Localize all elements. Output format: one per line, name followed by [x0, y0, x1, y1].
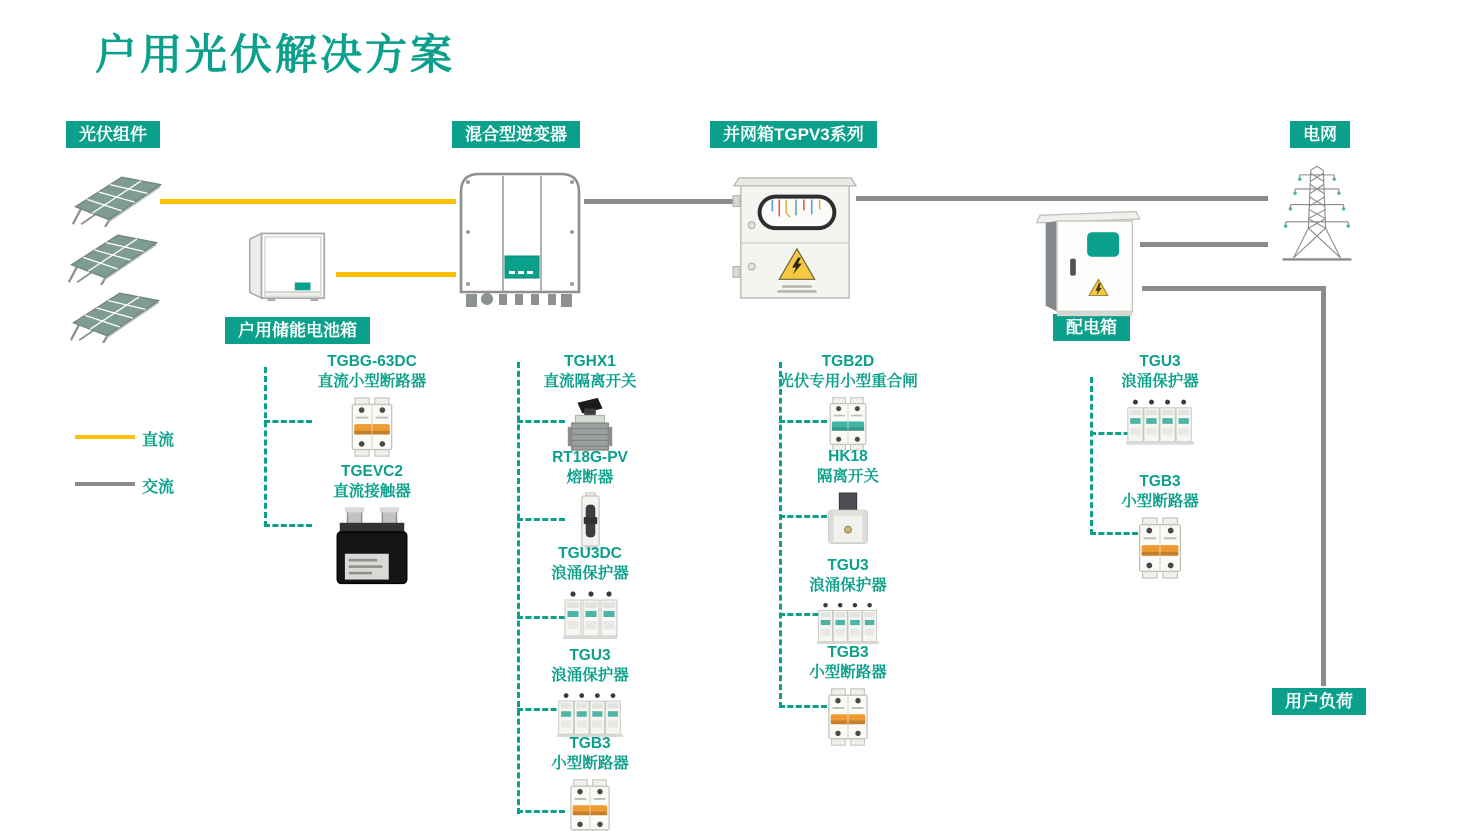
component-model: TGU3DC	[558, 545, 622, 562]
component-model: TGB3	[1139, 473, 1181, 490]
component-desc: 直流隔离开关	[543, 373, 637, 391]
page-title: 户用光伏解决方案	[95, 31, 456, 78]
component-item-tgu3	[748, 556, 948, 645]
component-model: TGHX1	[564, 353, 616, 370]
component-model: TGB2D	[821, 353, 875, 370]
battery-box-badge: 户用储能电池箱	[225, 317, 370, 344]
component-item-tgu3	[1060, 352, 1260, 446]
component-model: RT18G-PV	[552, 449, 628, 466]
ac-wire-distbox-to-grid	[1140, 242, 1268, 247]
grid-connection-box-badge: 并网箱TGPV3系列	[710, 121, 877, 148]
component-desc: 小型断路器	[1121, 493, 1199, 511]
spd3-icon	[490, 588, 690, 640]
component-desc: 小型断路器	[809, 664, 887, 682]
ac-wire-inverter-to-gridbox	[584, 199, 734, 204]
component-desc: 光伏专用小型重合闸	[778, 373, 918, 391]
component-item-tgu3dc	[490, 544, 690, 640]
battery-box-illustration	[234, 208, 336, 311]
component-desc: 熔断器	[566, 469, 614, 487]
dc-wire-pv-to-inverter	[160, 199, 456, 204]
pv-array-illustration	[64, 168, 174, 348]
pv-modules-badge: 光伏组件	[66, 121, 160, 148]
distribution-box-badge: 配电箱	[1053, 314, 1130, 341]
component-desc: 小型断路器	[551, 755, 629, 773]
knife-switch-icon	[748, 491, 948, 547]
battery-column-connector	[264, 367, 267, 527]
fuse-icon	[490, 492, 690, 550]
component-item-tgb3	[490, 734, 690, 831]
legend-ac-line	[75, 482, 135, 486]
component-model: TGU3	[827, 557, 869, 574]
component-model: TGEVC2	[340, 463, 403, 480]
solar-panel-icon	[64, 226, 164, 285]
component-model: TGB3	[569, 735, 611, 752]
component-item-tgb3	[1060, 472, 1260, 580]
user-load-badge: 用户负荷	[1272, 688, 1366, 715]
component-desc: 浪涌保护器	[1121, 373, 1199, 391]
component-desc: 直流接触器	[333, 483, 411, 501]
transmission-tower-illustration	[1281, 156, 1353, 277]
legend-ac-label: 交流	[142, 479, 175, 496]
component-model: HK18	[828, 448, 868, 465]
component-model: TGU3	[1139, 353, 1181, 370]
component-item-rt18gpv	[490, 448, 690, 550]
component-item-tghx1	[490, 352, 690, 452]
component-desc: 隔离开关	[816, 468, 879, 486]
ac-wire-gridbox-to-grid	[856, 196, 1268, 201]
component-model: TGBG-63DC	[327, 353, 417, 370]
component-desc: 浪涌保护器	[551, 667, 629, 685]
ac-wire-distbox-to-load-vertical	[1321, 286, 1326, 686]
dc-contactor-icon	[272, 506, 472, 586]
solar-panel-icon	[66, 284, 166, 343]
component-desc: 浪涌保护器	[809, 577, 887, 595]
legend-dc-label: 直流	[142, 432, 175, 449]
component-desc: 直流小型断路器	[317, 373, 427, 391]
mcb-icon	[748, 687, 948, 747]
mcb-icon	[1060, 516, 1260, 580]
component-model: TGU3	[569, 647, 611, 664]
legend-dc-line	[75, 435, 135, 439]
pv-recloser-icon	[748, 396, 948, 452]
spd4-icon	[490, 690, 690, 738]
solar-panel-icon	[68, 168, 168, 227]
component-item-tgb2d	[748, 352, 948, 452]
inverter-illustration	[453, 166, 587, 319]
component-model: TGB3	[827, 644, 869, 661]
component-item-tgb3	[748, 643, 948, 747]
component-item-tgu3	[490, 646, 690, 738]
dc-mcb-icon	[272, 396, 472, 458]
hybrid-inverter-badge: 混合型逆变器	[452, 121, 580, 148]
spd4-icon	[748, 600, 948, 645]
grid-connection-box-illustration	[731, 164, 859, 315]
ac-wire-distbox-to-load-horizontal	[1142, 286, 1326, 291]
dc-wire-battery-to-inverter	[336, 272, 456, 277]
component-item-hk18	[748, 447, 948, 547]
component-item-tgbg63dc	[272, 352, 472, 458]
component-item-tgevc2	[272, 462, 472, 586]
rotary-switch-icon	[490, 396, 690, 452]
spd4-icon	[1060, 396, 1260, 446]
grid-badge: 电网	[1290, 121, 1350, 148]
component-desc: 浪涌保护器	[551, 565, 629, 583]
distribution-box-illustration	[1036, 204, 1142, 324]
mcb-icon	[490, 778, 690, 831]
